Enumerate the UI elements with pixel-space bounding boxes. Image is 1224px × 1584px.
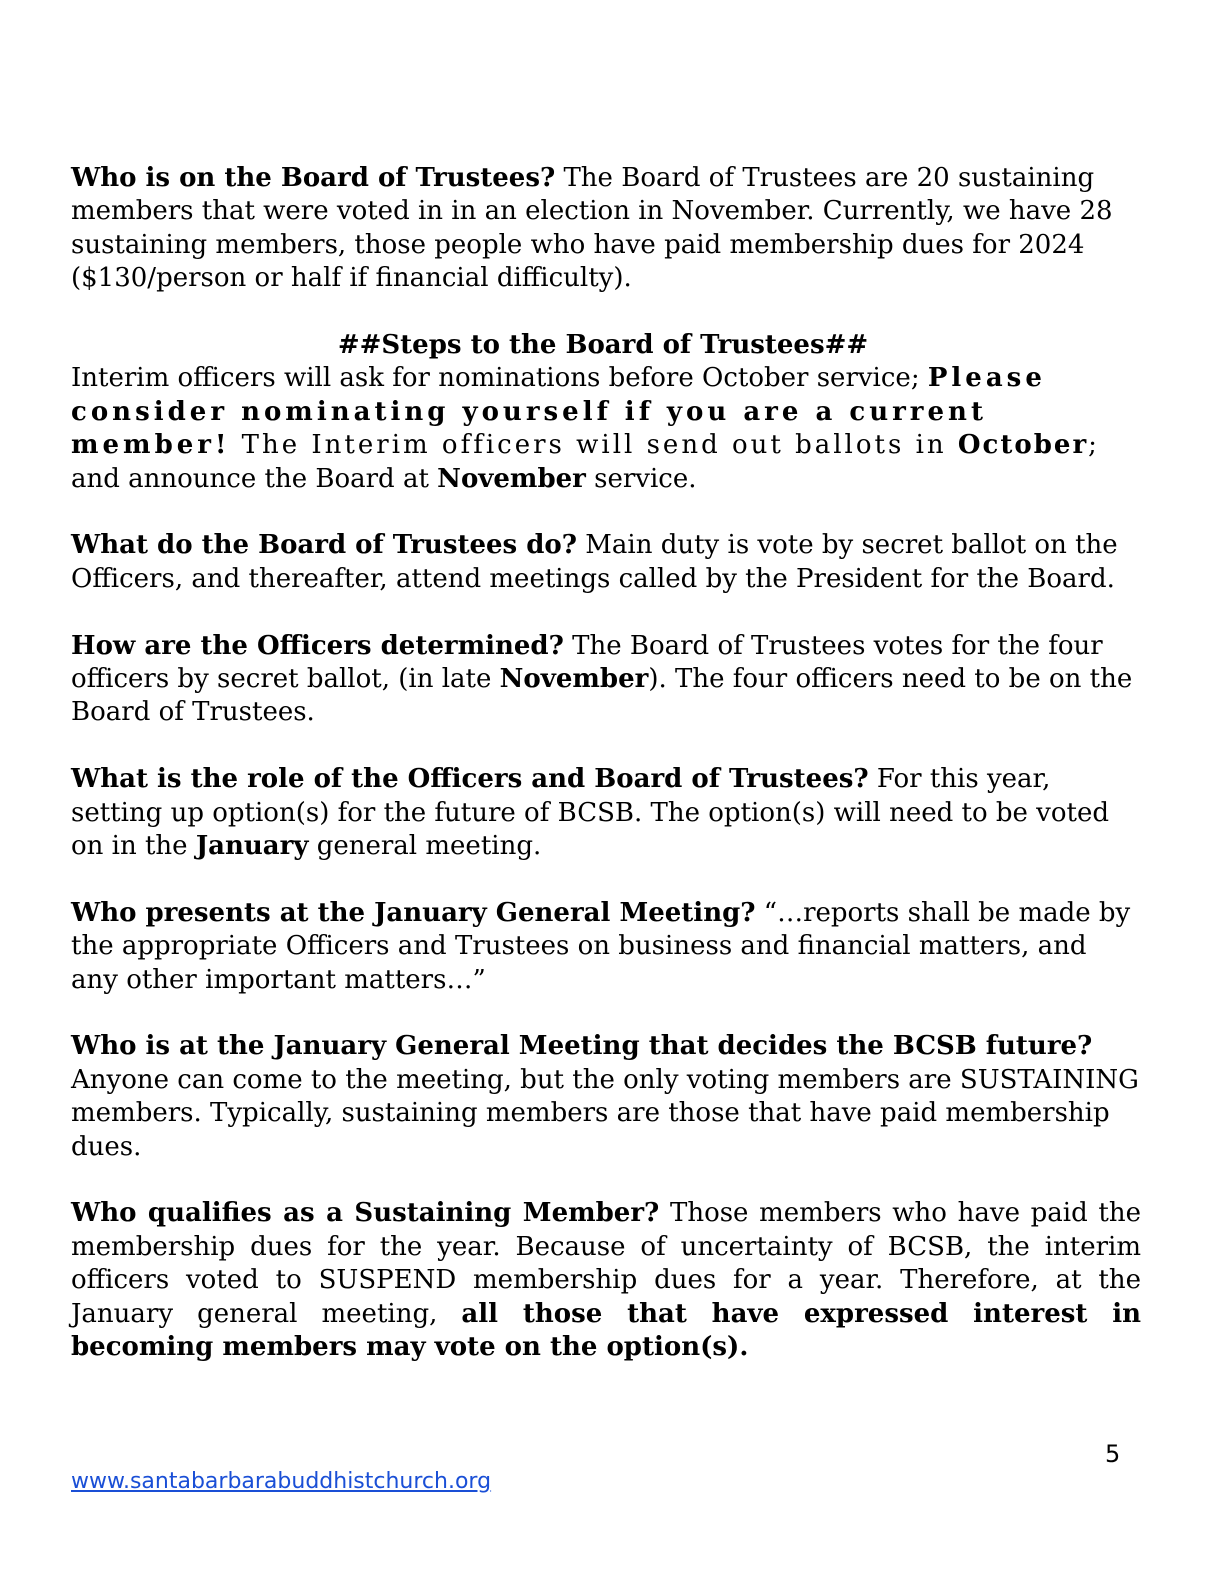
steps-text-2: The Interim officers will send out ballots in	[230, 430, 958, 461]
duties-answer: Main duty is vote by secret ballot on the Officers, and thereafter, attend meetings called by the President for the Board.	[71, 530, 1118, 594]
steps-bold-october: October	[957, 430, 1089, 461]
board-paragraph	[71, 162, 1141, 296]
role-paragraph	[71, 763, 1141, 863]
role-bold-january: January	[195, 831, 309, 862]
board-answer: The Board of Trustees are 20 sustaining members that were voted in in an election in November. Currently, we have 28 sustaining members, those people who have paid membership dues for 2024 ($130/person or half if financial difficulty).	[71, 163, 1113, 294]
steps-bold-november: November	[437, 463, 586, 494]
officers-bold-november: November	[499, 664, 649, 695]
duties-question: What do the Board of Trustees do?	[71, 530, 577, 561]
role-text-1: For this year, setting up option(s) for the future of BCSB. The option(s) will need to be voted on in the	[71, 764, 1109, 862]
steps-heading: ##Steps to the Board of Trustees##	[337, 330, 869, 361]
officers-text-2: ). The four officers need to be on the Board of Trustees.	[71, 664, 1133, 728]
board-question: Who is on the Board of Trustees?	[71, 163, 556, 193]
qualifies-paragraph	[71, 1197, 1141, 1364]
qualifies-bold-conclusion: all those that have expressed interest in becoming members may vote on the option(s).	[71, 1298, 1141, 1363]
qualifies-text-1: Those members who have paid the membership dues for the year. Because of uncertainty of BCSB, the interim officers voted to SUSPEND membership dues for a year. Therefore, at the January general meeting,	[71, 1198, 1142, 1329]
presents-answer: “…reports shall be made by the appropriate Officers and Trustees on business and financial matters, and any other important matters…”	[71, 897, 1131, 995]
presents-paragraph	[71, 897, 1141, 997]
presents-question: Who presents at the January General Meeting?	[71, 897, 756, 928]
page-number: 5	[1105, 1440, 1121, 1468]
qualifies-question: Who qualifies as a Sustaining Member?	[71, 1198, 660, 1229]
steps-paragraph	[71, 362, 1141, 496]
website-link[interactable]: www.santabarbarabuddhistchurch.org	[71, 1469, 492, 1494]
steps-bold-nominate: Please consider nominating yourself if you are a current member!	[71, 363, 1046, 461]
page-content	[71, 162, 1141, 1398]
decides-question: Who is at the January General Meeting that decides the BCSB future?	[71, 1031, 1093, 1062]
decides-paragraph	[71, 1030, 1141, 1164]
officers-text-1: The Board of Trustees votes for the four officers by secret ballot, (in late	[71, 630, 1103, 695]
officers-question: How are the Officers determined?	[71, 630, 564, 661]
steps-text-1: Interim officers will ask for nominations before October service;	[71, 363, 928, 394]
role-question: What is the role of the Officers and Board of Trustees?	[71, 764, 869, 795]
officers-paragraph	[71, 630, 1141, 730]
role-text-2: general meeting.	[308, 831, 542, 862]
duties-paragraph	[71, 529, 1141, 596]
decides-answer: Anyone can come to the meeting, but the only voting members are SUSTAINING members. Typically, sustaining members are those that have paid membership dues.	[71, 1064, 1139, 1162]
steps-text-4: service.	[585, 463, 697, 494]
steps-text-3: ; and announce the Board at	[71, 430, 1097, 494]
